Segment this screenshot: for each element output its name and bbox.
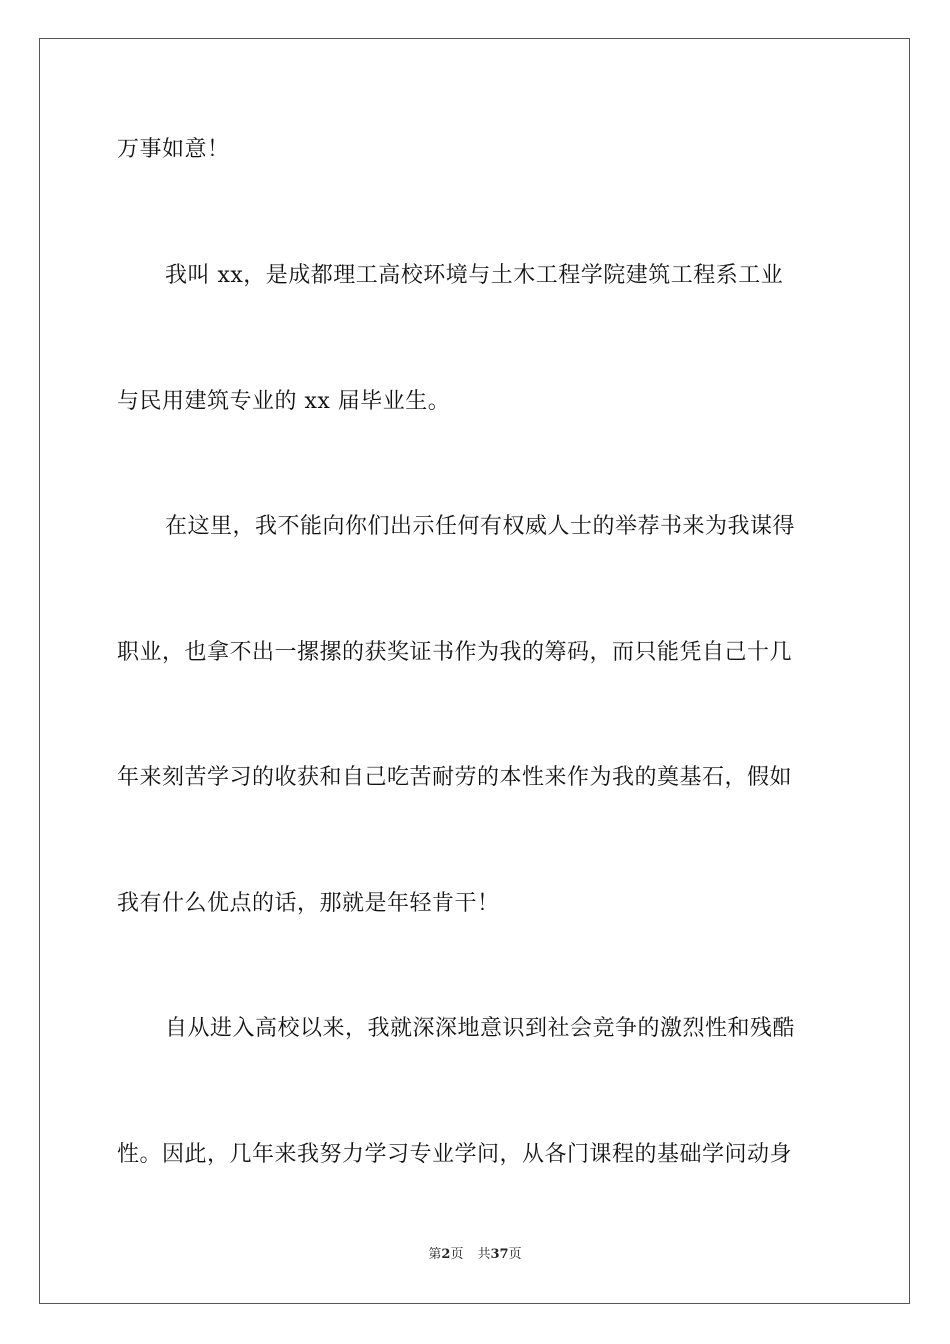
text-line: 年来刻苦学习的收获和自己吃苦耐劳的本性来作为我的奠基石，假如 bbox=[117, 765, 793, 790]
page-prefix: 第 bbox=[428, 1247, 442, 1262]
page-number: 2 bbox=[441, 1247, 451, 1262]
text-line: 与民用建筑专业的 xx 届毕业生。 bbox=[117, 389, 451, 414]
text-line: 性。因此，几年来我努力学习专业学问，从各门课程的基础学问动身 bbox=[117, 1142, 793, 1167]
text-line: 万事如意！ bbox=[117, 137, 230, 162]
page-border bbox=[39, 38, 910, 1304]
paragraph-start-line: 我叫 xx，是成都理工高校环境与土木工程学院建筑工程系工业 bbox=[165, 263, 784, 288]
page-footer bbox=[0, 1246, 950, 1264]
total-pages: 37 bbox=[490, 1247, 509, 1262]
text-line: 职业，也拿不出一摞摞的获奖证书作为我的筹码，而只能凭自己十几 bbox=[117, 640, 793, 665]
total-suffix: 页 bbox=[508, 1247, 522, 1262]
paragraph-start-line: 自从进入高校以来，我就深深地意识到社会竞争的激烈性和残酷 bbox=[165, 1016, 796, 1041]
total-prefix: 共 bbox=[477, 1247, 491, 1262]
page-suffix: 页 bbox=[450, 1247, 464, 1262]
paragraph-start-line: 在这里，我不能向你们出示任何有权威人士的举荐书来为我谋得 bbox=[165, 514, 796, 539]
text-line: 我有什么优点的话，那就是年轻肯干！ bbox=[117, 891, 500, 916]
